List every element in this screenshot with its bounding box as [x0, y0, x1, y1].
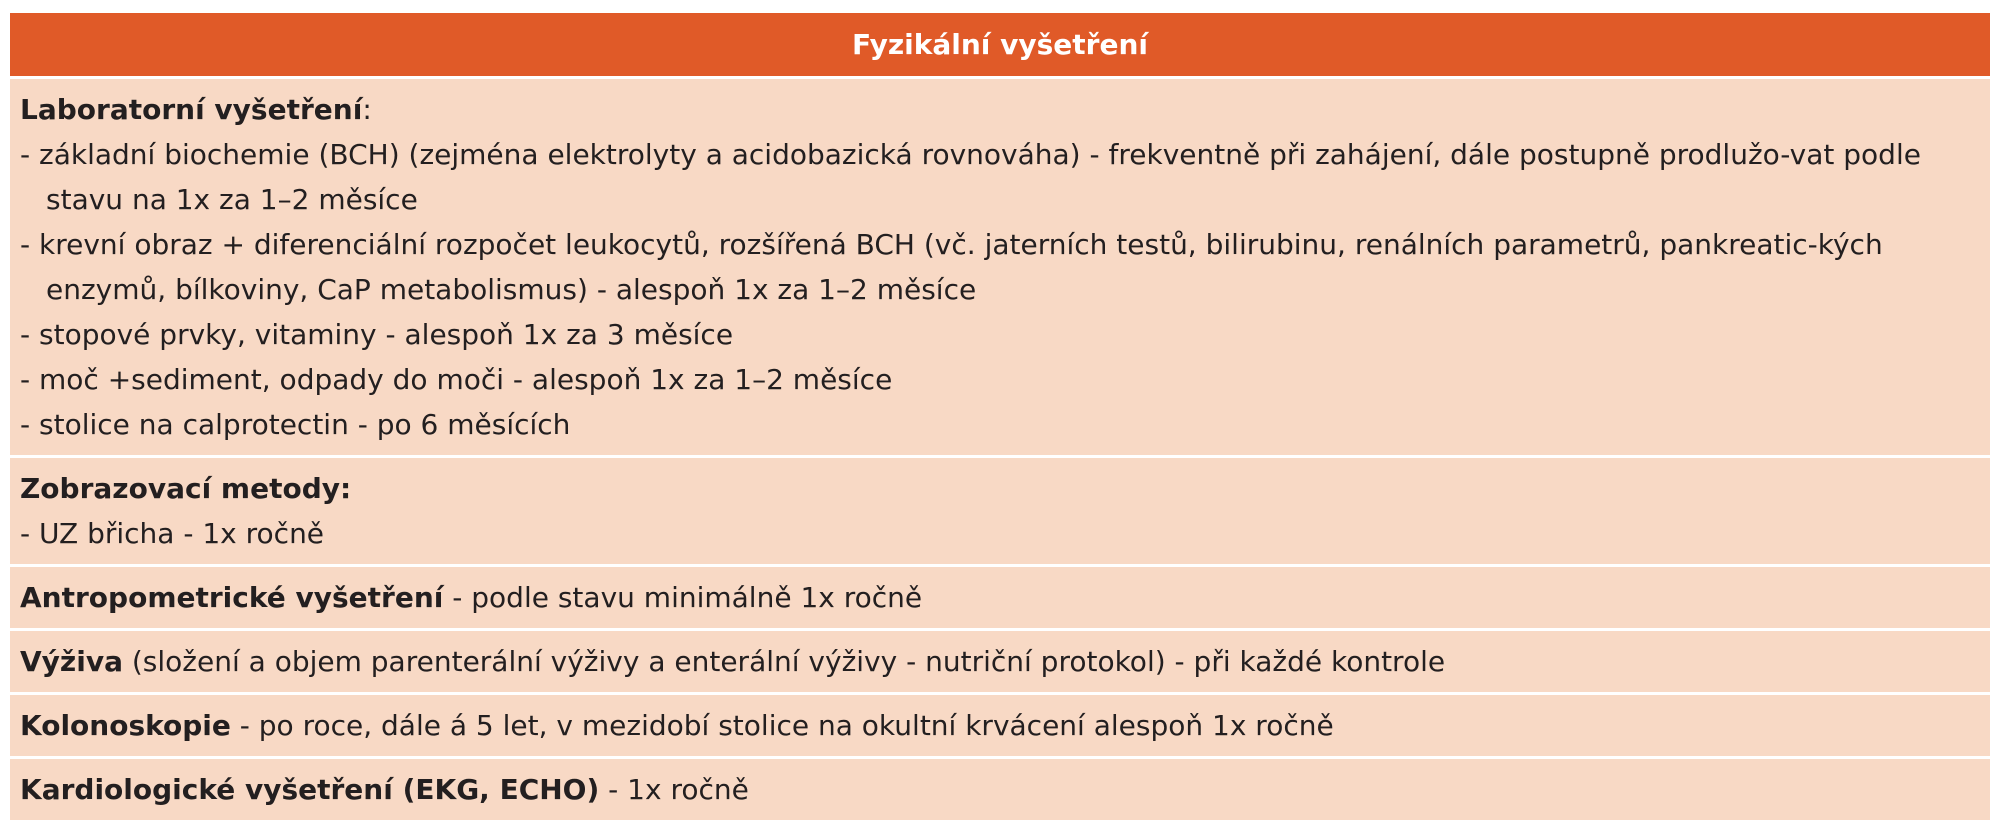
row-imaging — [10, 458, 1990, 567]
lab-colon: : — [362, 93, 372, 126]
header-title: Fyzikální vyšetření — [851, 28, 1148, 61]
lab-item: - krevní obraz + diferenciální rozpočet leukocytů, rozšířená BCH (vč. jaterních testů, bilirubinu, renálních parametrů, pankreatic-kých enzymů, bílkoviny, CaP metabolismus) - alespoň 1x za 1–2 měsíce — [20, 228, 1883, 306]
lab-item: - stolice na calprotectin - po 6 měsících — [20, 408, 571, 441]
anthro-title: Antropometrické vyšetření — [20, 581, 444, 614]
lab-heading — [20, 87, 1980, 132]
colonoscopy-title: Kolonoskopie — [20, 709, 231, 742]
nutrition-title: Výživa — [20, 645, 123, 678]
row-cardiology — [10, 759, 1990, 820]
table-header — [10, 13, 1990, 79]
row-laboratory — [10, 79, 1990, 458]
row-nutrition — [10, 631, 1990, 695]
imaging-title: Zobrazovací metody: — [20, 472, 352, 505]
lab-item: - základní biochemie (BCH) (zejména elektrolyty a acidobazická rovnováha) - frekventně při zahájení, dále postupně prodlužo-vat podle stavu na 1x za 1–2 měsíce — [20, 138, 1921, 216]
cardio-title: Kardiologické vyšetření (EKG, ECHO) — [20, 773, 600, 806]
anthro-text: - podle stavu minimálně 1x ročně — [443, 581, 923, 614]
lab-item: - stopové prvky, vitaminy - alespoň 1x za 3 měsíce — [20, 318, 734, 351]
exam-table — [10, 10, 1990, 820]
lab-title: Laboratorní vyšetření — [20, 93, 363, 126]
cardio-text: - 1x ročně — [599, 773, 749, 806]
colonoscopy-text: - po roce, dále á 5 let, v mezidobí stolice na okultní krvácení alespoň 1x ročně — [230, 709, 1334, 742]
lab-item: - moč +sediment, odpady do moči - alespoň 1x za 1–2 měsíce — [20, 363, 893, 396]
row-colonoscopy — [10, 695, 1990, 759]
row-anthropometry — [10, 567, 1990, 631]
imaging-item: - UZ břicha - 1x ročně — [20, 517, 325, 550]
nutrition-text: (složení a objem parenterální výživy a enterální výživy - nutriční protokol) - při každé kontrole — [122, 645, 1446, 678]
